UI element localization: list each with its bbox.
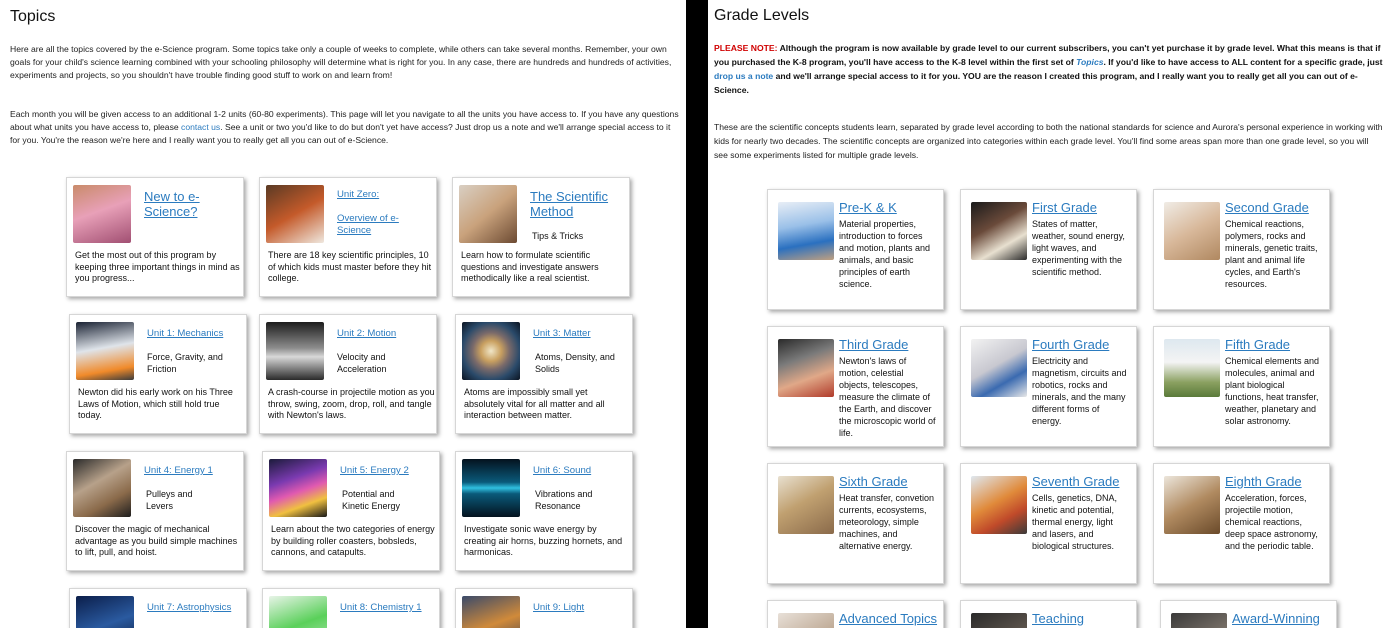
grade-card-pre-k[interactable] [767,189,944,310]
contact-us-link[interactable]: contact us [181,122,221,132]
grade-title-link[interactable]: Seventh Grade [1032,474,1120,489]
grade-description: Chemical elements and molecules, animal and plant biological functions, heat transfer, weather, planetary and solar astronomy. [1225,356,1320,426]
please-note-paragraph [714,41,1390,97]
grade-card-advanced[interactable] [767,600,944,628]
card-description: Atoms are impossibly small yet absolutely vital for all matter and all interaction between matter. [464,387,605,420]
grade-title-link[interactable]: First Grade [1032,200,1098,215]
pulley-photo-icon [73,459,131,517]
grade-levels-pane [708,0,1400,628]
card-description: Learn about the two categories of energy by building roller coasters, bobsleds, cannons, and catapults. [271,524,435,557]
grade-card-third[interactable] [767,326,944,447]
drop-us-a-note-link[interactable]: drop us a note [714,71,774,81]
grade-description: Cells, genetics, DNA, kinetic and potential, thermal energy, light and lasers, and biological structures. [1032,493,1118,551]
card-subtitle: Tips & Tricks [532,231,584,241]
grade-description: Chemical reactions, polymers, rocks and minerals, genetic traits, plant and animal life cycles, and Earth's resources. [1225,219,1318,289]
grade-title-link[interactable]: Eighth Grade [1225,474,1302,489]
grade-card-teaching[interactable] [960,600,1137,628]
space-shuttle-photo-icon [76,322,134,380]
grade-description: Electricity and magnetism, circuits and robotics, rocks and minerals, and the many different forms of energy. [1032,356,1127,426]
grade-card-award[interactable] [1160,600,1337,628]
grade-title-link[interactable]: Pre-K & K [839,200,897,215]
grade-card-fourth[interactable] [960,326,1137,447]
grade-title-link[interactable]: Second Grade [1225,200,1309,215]
binoculars-photo-icon [778,339,834,397]
card-subtitle: Force, Gravity, and Friction [147,352,223,374]
card-title-link[interactable]: Unit 6: Sound [533,465,592,476]
topic-card-unit-2[interactable] [259,314,437,434]
woman-photo-icon [73,185,131,243]
grade-description: Acceleration, forces, projectile motion, chemical reactions, deep space astronomy, and the periodic table. [1225,493,1318,551]
topic-card-unit-1[interactable] [69,314,247,434]
rocket-launch-photo-icon [1164,339,1220,397]
card-title-link[interactable]: Unit 8: Chemistry 1 [340,602,422,613]
note-text: Although the program is now available by grade level to our current subscribers, you can't yet purchase it by grade level. What this means is that if you purchased the K-8 program, you'll have access to the K-8 level within the first set of [714,43,1381,67]
card-title-link[interactable]: Unit 3: Matter [533,328,591,339]
topic-card-unit-3[interactable] [455,314,633,434]
card-subtitle: Potential and Kinetic Energy [342,489,401,511]
award-photo-icon [1171,613,1227,628]
card-title-link[interactable]: Unit 1: Mechanics [147,328,224,339]
grade-title-link[interactable]: Fifth Grade [1225,337,1291,352]
grade-description: Heat transfer, convetion currents, ecosystems, meteorology, simple machines, and alternative energy. [839,493,935,551]
topic-card-unit-6[interactable] [455,451,633,571]
card-subtitle: Atoms, Density, and Solids [535,352,615,374]
card-description: Newton did his early work on his Three Laws of Motion, which still hold true today. [78,387,233,420]
grade-title-link[interactable]: Sixth Grade [839,474,908,489]
grade-intro-paragraph: These are the scientific concepts students learn, separated by grade level according to both the national standards for science and Aurora's personal experience in working with kids for nearly two decades. The scientific concepts are organized into categories within each grade level. You'll find some areas span more than one grade level, so you will see some experiments listed for multiple grade levels. [714,122,1383,160]
topic-card-unit-9[interactable] [455,588,633,628]
topic-card-unit-8[interactable] [262,588,440,628]
grade-title-link[interactable]: Advanced Topics [839,611,938,626]
grade-card-fifth[interactable] [1153,326,1330,447]
boy-experiment-photo-icon [971,202,1027,260]
card-title-link[interactable]: Unit 9: Light [533,602,585,613]
paper-airplane-photo-icon [778,202,834,260]
card-title-link[interactable]: Unit 5: Energy 2 [340,465,409,476]
card-description: Discover the magic of mechanical advantage as you build simple machines to lift, pull, and hoist. [75,524,238,557]
intro-paragraph-1: Here are all the topics covered by the e-Science program. Some topics take only a couple of weeks to complete, while others can take several months. Remember, your own goals for your child's science learning combined with your schooling philosophy will determine what is right for you. In any case, there are hundreds and hundreds of activities, experiments and projects, so you shouldn't have trouble finding good stuff to work on and learn from! [10,44,672,80]
card-title-link[interactable]: The Scientific Method [530,189,609,219]
intro-paragraph-2 [10,108,682,147]
card-description: Learn how to formulate scientific questions and investigate answers methodically like a real scientist. [461,250,599,283]
card-subtitle: Velocity and Acceleration [337,352,387,374]
note-text: and we'll arrange special access to it for you. YOU are the reason I created this program, and I really want you to really get all you can out of e-Science. [714,71,1358,95]
intro-text: Each month you will be given access to an additional 1-2 units (60-80 experiments). This page will let you navigate to all the units you have access to. If you have any questions about what units you have access to, please [10,109,679,132]
card-description: There are 18 key scientific principles, 10 of which kids must master before they hit college. [268,250,432,283]
topic-card-unit-7[interactable] [69,588,247,628]
sun-photo-icon [462,322,520,380]
newtons-cradle-photo-icon [266,322,324,380]
child-building-photo-icon [1164,202,1220,260]
topic-card-new[interactable] [66,177,244,297]
intro-text: . See a unit or two you'd like to do but don't yet have access? Just drop us a note and we'll arrange special access to it for you. You're the reason we're here and I really want you to really get all you can out of e-Science. [10,122,671,145]
card-title-link[interactable]: New to e-Science? [144,189,200,219]
advanced-photo-icon [778,613,834,628]
catapult-photo-icon [1164,476,1220,534]
grade-title-link[interactable]: Award-Winning [1232,611,1320,626]
note-label: PLEASE NOTE: [714,43,778,53]
card-title-link[interactable]: Unit 4: Energy 1 [144,465,213,476]
topics-link[interactable]: Topics [1076,57,1104,67]
card-title-link[interactable]: Unit Zero: [337,189,380,200]
card-description: Get the most out of this program by keeping three important things in mind as you progress... [75,250,240,283]
card-subtitle-link[interactable]: Overview of e-Science [337,213,399,236]
grade-card-sixth[interactable] [767,463,944,584]
grade-card-eighth[interactable] [1153,463,1330,584]
grade-title-link[interactable]: Teaching [1032,611,1085,626]
card-description: Investigate sonic wave energy by creating air horns, buzzing hornets, and harmonicas. [464,524,623,557]
card-subtitle: Pulleys and Levers [146,489,193,511]
sound-wave-photo-icon [462,459,520,517]
topic-card-unit-5[interactable] [262,451,440,571]
page-title: Topics [10,8,56,25]
grade-title-link[interactable]: Third Grade [839,337,909,352]
grade-description: Newton's laws of motion, celestial objects, telescopes, measure the climate of the Earth, and discover the microscopic world of life. [839,356,936,438]
light-photo-icon [462,596,520,628]
topic-card-unit-4[interactable] [66,451,244,571]
card-title-link[interactable]: Unit 7: Astrophysics [147,602,232,613]
topics-pane [0,0,686,628]
card-subtitle: Vibrations and Resonance [535,489,593,511]
grade-card-first[interactable] [960,189,1137,310]
grade-card-second[interactable] [1153,189,1330,310]
telescope-child-photo-icon [971,476,1027,534]
teaching-photo-icon [971,613,1027,628]
child-experiment-photo-icon [459,185,517,243]
galaxy-photo-icon [76,596,134,628]
microscope-photo-icon [971,339,1027,397]
topic-card-unit-zero[interactable] [259,177,437,297]
roller-coaster-photo-icon [269,459,327,517]
card-description: A crash-course in projectile motion as you throw, swing, zoom, drop, roll, and tangle with Newton's laws. [268,387,435,420]
solar-oven-photo-icon [778,476,834,534]
scientist-photo-icon [266,185,324,243]
grade-description: States of matter, weather, sound energy, light waves, and experimenting with the scientific method. [1032,219,1125,277]
note-text: . If you'd like to have access to ALL content for a specific grade, just [1103,57,1383,67]
page-title: Grade Levels [714,7,810,24]
grade-description: Material properties, introduction to forces and motion, plants and animals, and basic principles of earth science. [839,219,931,289]
flask-photo-icon [269,596,327,628]
topic-card-scientific-method[interactable] [452,177,630,297]
grade-card-seventh[interactable] [960,463,1137,584]
grade-title-link[interactable]: Fourth Grade [1032,337,1110,352]
card-title-link[interactable]: Unit 2: Motion [337,328,397,339]
